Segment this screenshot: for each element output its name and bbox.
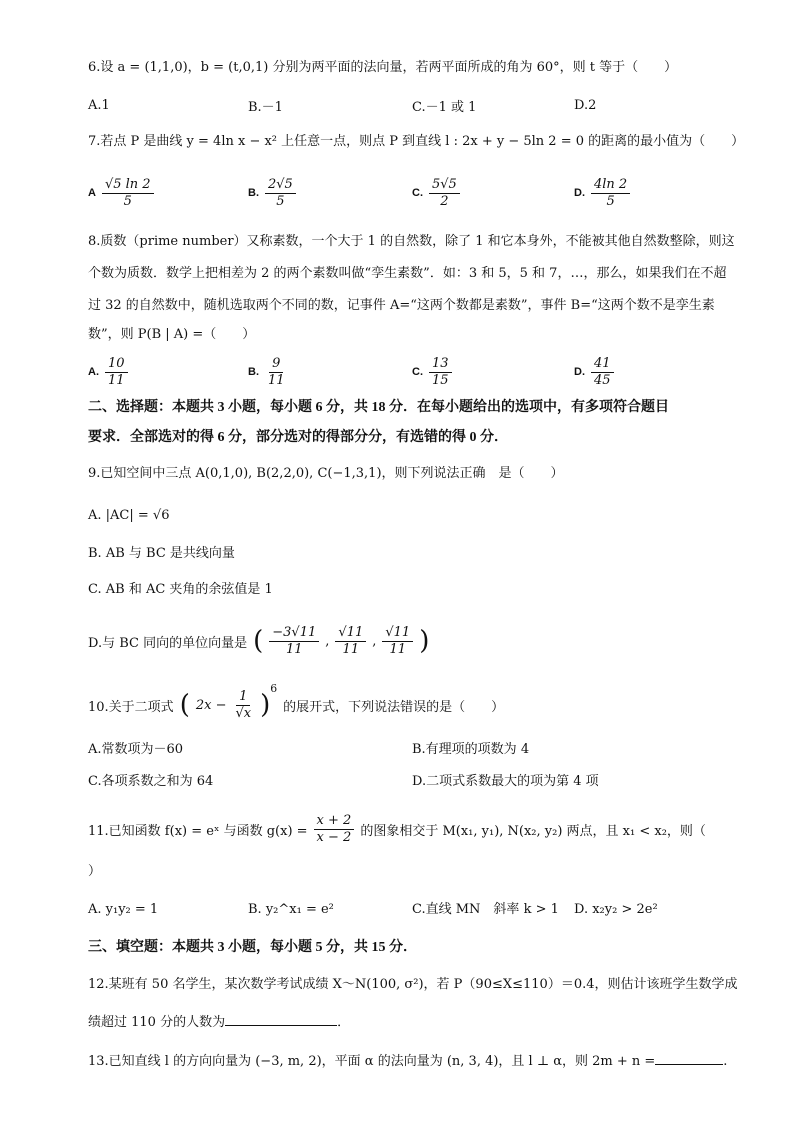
numerator: 1 [236,689,250,706]
fraction [265,356,288,389]
q13-answer-blank[interactable] [655,1050,723,1065]
q8-option-b[interactable] [248,352,288,392]
left-paren: ( [253,626,264,656]
numerator: √5 ln 2 [102,177,154,194]
denominator: 5 [123,193,132,209]
fraction [429,356,452,389]
fraction [314,813,355,846]
denominator: 5 [276,193,285,209]
fraction [269,625,319,658]
option-label: B. [248,187,259,199]
option-label: D. [574,366,585,378]
q7-options [88,173,748,213]
q8-line-2: 个数为质数．数学上把相差为 2 的两个素数叫做“孪生素数”．如：3 和 5，5 和 7，…，那么，如果我们在不超 [88,266,727,281]
q6-options [88,85,748,125]
q12-line-1: 12.某班有 50 名学生，某次数学考试成绩 X～N(100, σ²)，若 P（90≤X≤110）＝0.4，则估计该班学生数学成 [88,977,738,992]
denominator: 5 [606,193,615,209]
q12-end: ． [337,1015,351,1030]
q10-option-a[interactable]: A.常数项为－60 [88,742,184,757]
denominator: 2 [440,193,449,209]
q13-text: 13.已知直线 l 的方向向量为 (−3, m, 2)，平面 α 的法向量为 (n, 3, 4)，且 l ⊥ α，则 2m + n = [88,1054,656,1069]
numerator: 41 [591,356,614,373]
denominator: √x [235,705,252,721]
denominator: 15 [432,372,449,388]
q6-option-a[interactable]: A.1 [88,97,110,113]
fraction [335,625,366,658]
section-2-heading-line-2: 要求．全部选对的得 6 分，部分选对的得部分分，有选错的得 0 分． [88,430,508,445]
q9-option-b[interactable]: B. AB 与 BC 是共线向量 [88,546,235,561]
q11-option-c[interactable]: C.直线 MN 斜率 k > 1 [412,902,559,917]
q8-line-4: 数”，则 P(B | A) =（ ） [88,327,256,342]
right-paren: ) [419,626,430,656]
numerator: 9 [269,356,283,373]
q8-option-a[interactable] [88,352,128,392]
denominator: 11 [268,372,285,388]
numerator: −3√11 [269,625,319,642]
q11-stem-content [88,808,706,850]
numerator: √11 [382,625,413,642]
q9-option-d-content: D.与 BC 同向的单位向量是 ( $\frac{-3√11}{11}$ , $\frac{√11}{11}$ , $\frac{√11}{11}$ ) [88,624,430,657]
q8-line-1: 8.质数（prime number）又称素数，一个大于 1 的自然数，除了 1 和它本身外，不能被其他自然数整除，则这 [88,234,735,249]
q13-end: . [723,1054,728,1069]
fraction [591,177,630,210]
numerator: x + 2 [314,813,355,830]
section-3-heading: 三、填空题：本题共 3 小题，每小题 5 分，共 15 分． [88,940,417,955]
q7-option-b[interactable] [248,173,296,213]
q8-options [88,352,748,392]
q11-stem-cont: ） [88,864,102,879]
option-label: C. [412,187,423,199]
numerator: 2√5 [265,177,296,194]
q12-line-2 [88,1011,350,1033]
q8-option-d[interactable] [574,352,614,392]
denominator: 11 [285,641,303,657]
right-paren: ) [260,690,271,720]
q8-line-3: 过 32 的自然数中，随机选取两个不同的数，记事件 A=“这两个数都是素数”，事件 B=“这两个数不是孪生素 [88,298,715,313]
q10-suffix: 的展开式，下列说法错误的是（ ） [283,699,505,715]
fraction [232,689,254,722]
option-label: A [88,187,96,199]
q7-option-d[interactable] [574,173,630,213]
option-d-prefix: D.与 BC 同向的单位向量是 [88,635,248,651]
q7-option-c[interactable] [412,173,460,213]
q10-option-c[interactable]: C.各项系数之和为 64 [88,774,214,789]
q10-option-d[interactable]: D.二项式系数最大的项为第 4 项 [412,774,599,789]
option-label: D. [574,187,585,199]
option-label: C. [412,366,423,378]
q10-prefix: 10.关于二项式 [88,699,174,715]
option-label: B. [248,366,259,378]
numerator: 13 [429,356,452,373]
q6-option-b[interactable]: B.－1 [248,99,283,115]
q6-stem: 6.设 a = (1,1,0)，b = (t,0,1) 分别为两平面的法向量，若两平面所成的角为 60°，则 t 等于（ ） [88,60,678,75]
fraction [102,177,154,210]
q7-option-a[interactable] [88,173,154,213]
numerator: 5√5 [429,177,460,194]
q7-stem: 7.若点 P 是曲线 y = 4ln x − x² 上任意一点，则点 P 到直线 l : 2x + y − 5ln 2 = 0 的距离的最小值为（ ） [88,134,745,149]
fraction [265,177,296,210]
q10-stem-content [88,682,504,728]
fraction [382,625,413,658]
fraction [105,356,128,389]
q11-stem [88,808,748,850]
q12-answer-blank[interactable] [225,1011,337,1026]
q10-stem [88,682,748,728]
denominator: x − 2 [316,829,352,845]
q10-option-b[interactable]: B.有理项的项数为 4 [412,742,530,757]
option-label: A. [88,366,99,378]
q11-suffix: 的图象相交于 M(x₁, y₁), N(x₂, y₂) 两点，且 x₁ < x₂，则（ [360,823,706,839]
numerator: √11 [335,625,366,642]
q6-option-c[interactable]: C.－1 或 1 [412,99,477,115]
fraction [429,177,460,210]
q9-stem: 9.已知空间中三点 A(0,1,0), B(2,2,0), C(−1,3,1)，则下列说法正确 是（ ） [88,466,564,481]
numerator: 10 [105,356,128,373]
denominator: 11 [342,641,360,657]
q10-power: 6 [270,682,278,695]
q9-option-a[interactable]: A. |AC| = √6 [88,508,170,523]
section-2-heading-line-1: 二、选择题：本题共 3 小题，每小题 6 分，共 18 分．在每小题给出的选项中，有多项符合题目 [88,400,669,415]
q10-expr: 2x − [195,697,227,713]
q13-stem [88,1050,727,1072]
q12-line-2-text: 绩超过 110 分的人数为 [88,1015,226,1030]
q9-option-d[interactable] [88,618,748,664]
q9-option-c[interactable]: C. AB 和 AC 夹角的余弦值是 1 [88,582,273,597]
denominator: 11 [389,641,407,657]
denominator: 11 [108,372,125,388]
fraction [591,356,614,389]
left-paren: ( [179,690,190,720]
numerator: 4ln 2 [591,177,630,194]
q11-option-d[interactable]: D. x₂y₂ > 2e² [574,902,658,917]
q8-option-c[interactable] [412,352,452,392]
denominator: 45 [594,372,611,388]
q6-option-d[interactable]: D.2 [574,97,597,113]
q11-option-a[interactable]: A. y₁y₂ = 1 [88,902,159,917]
q11-option-b[interactable]: B. y₂^x₁ = e² [248,902,334,917]
q11-prefix: 11.已知函数 f(x) = eˣ 与函数 g(x) = [88,823,308,839]
